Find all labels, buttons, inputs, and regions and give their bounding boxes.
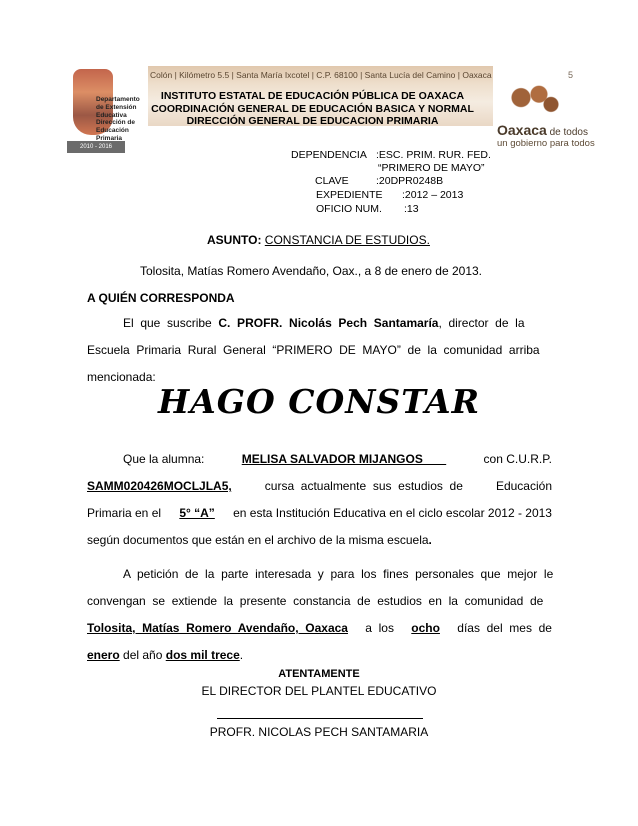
- student-name: MELISA SALVADOR MIJANGOS: [241, 452, 447, 466]
- text-run: Educación: [495, 479, 552, 493]
- brand-name: [497, 122, 588, 138]
- expediente-label: EXPEDIENTE: [316, 189, 383, 201]
- text-run: A petición de la parte interesada y para los fines personales que mejor le: [123, 567, 554, 581]
- direction-name: DIRECCIÓN GENERAL DE EDUCACION PRIMARIA: [186, 115, 439, 127]
- paragraph-line: [87, 473, 552, 500]
- signer-name: PROFR. NICOLAS PECH SANTAMARIA: [209, 725, 429, 739]
- subject-label: ASUNTO:: [207, 233, 262, 247]
- subject-text: CONSTANCIA DE ESTUDIOS.: [264, 233, 430, 247]
- paragraph-line: [87, 310, 552, 337]
- paragraph-line: [87, 615, 552, 642]
- day-word: ocho: [411, 621, 440, 635]
- institution-heading: [140, 90, 485, 128]
- institute-name: INSTITUTO ESTATAL DE EDUCACIÓN PÚBLICA DE OAXACA: [160, 90, 465, 102]
- certification-paragraph: [87, 446, 552, 554]
- paragraph-line: [87, 561, 552, 588]
- text-run: Primaria en el: [87, 506, 162, 520]
- text-run: con C.U.R.P.: [483, 452, 552, 466]
- text-run: Que la alumna:: [123, 452, 205, 466]
- month-word: enero: [87, 648, 120, 662]
- logo-strip: 2010 - 2016 OAXACA: [67, 141, 125, 153]
- dependencia-value-2: “PRIMERO DE MAYO”: [378, 162, 485, 174]
- dept-line: Dirección de: [96, 119, 136, 127]
- intro-paragraph: [87, 310, 552, 391]
- paragraph-line: [87, 642, 552, 669]
- salutation: A QUIÉN CORRESPONDA: [87, 291, 235, 305]
- text-run: Escuela Primaria Rural General “PRIMERO DE MAYO” de la comunidad arriba: [87, 343, 540, 357]
- text-run: días del mes de: [457, 621, 552, 635]
- hago-constar-heading: HAGO CONSTAR: [158, 382, 480, 421]
- clave-value: :20DPR0248B: [376, 175, 444, 187]
- brand-tagline: un gobierno para todos: [497, 138, 595, 149]
- dependencia-value: :ESC. PRIM. RUR. FED.: [376, 149, 491, 161]
- closing-paragraph: [87, 561, 552, 669]
- regards-text: ATENTAMENTE: [278, 668, 360, 680]
- text-run: según documentos que están en el archivo de la misma escuela: [87, 533, 429, 547]
- dept-line: Primaria: [96, 134, 123, 142]
- text-run: mencionada:: [87, 370, 156, 384]
- oficio-value: :13: [404, 203, 419, 215]
- banner-page-number: 5: [568, 70, 574, 80]
- coordination-name: COORDINACIÓN GENERAL DE EDUCACIÓN BASICA Y NORMAL: [151, 102, 474, 115]
- curp-value: SAMM020426MOCLJLA5,: [87, 479, 232, 493]
- signature-line: [217, 718, 423, 719]
- text-run: .: [239, 648, 244, 662]
- paragraph-line: [87, 527, 552, 554]
- text-run: cursa actualmente sus estudios de: [264, 479, 463, 493]
- paragraph-line: [87, 500, 552, 527]
- text-run: del año: [119, 648, 166, 662]
- community-name: Tolosita, Matías Romero Avendaño, Oaxaca: [87, 621, 348, 635]
- paragraph-line: [87, 337, 552, 364]
- grade-group: 5° “A”: [179, 506, 215, 520]
- paragraph-line: [87, 446, 552, 473]
- text-run: , director de la: [438, 316, 525, 330]
- clave-label: CLAVE: [315, 175, 349, 187]
- text-run: .: [428, 533, 432, 547]
- dept-line: Departamento: [96, 96, 140, 103]
- oaxaca-logo: [493, 84, 593, 150]
- expediente-value: :2012 – 2013: [402, 189, 464, 201]
- banner-address: Colón | Kilómetro 5.5 | Santa María Ixcotel | C.P. 68100 | Santa Lucía del Camino | Oaxaca: [150, 70, 492, 80]
- brand-word: Oaxaca: [497, 122, 547, 138]
- subject-line: [207, 233, 430, 247]
- brand-suffix: de todos: [546, 127, 588, 138]
- text-run: El que suscribe: [123, 316, 212, 330]
- text-run: en esta Institución Educativa en el ciclo escolar 2012 - 2013: [233, 506, 552, 520]
- people-figures-icon: [503, 84, 563, 118]
- department-text: [96, 96, 146, 143]
- text-run: convengan se extiende la presente constancia de estudios en la comunidad de: [87, 594, 544, 608]
- dept-line: de Extensión: [96, 103, 137, 111]
- signer-title: EL DIRECTOR DEL PLANTEL EDUCATIVO: [201, 684, 437, 698]
- dept-line: Educación: [96, 127, 129, 135]
- dependencia-label: DEPENDENCIA: [291, 149, 367, 161]
- year-words: dos mil trece: [165, 648, 240, 662]
- oficio-label: OFICIO NUM.: [316, 203, 382, 215]
- director-name: C. PROFR. Nicolás Pech Santamaría: [218, 316, 439, 330]
- text-run: a los: [365, 621, 394, 635]
- place-date: Tolosita, Matías Romero Avendaño, Oax., a 8 de enero de 2013.: [140, 264, 482, 278]
- paragraph-line: [87, 588, 552, 615]
- dept-line: Educativa: [96, 111, 127, 119]
